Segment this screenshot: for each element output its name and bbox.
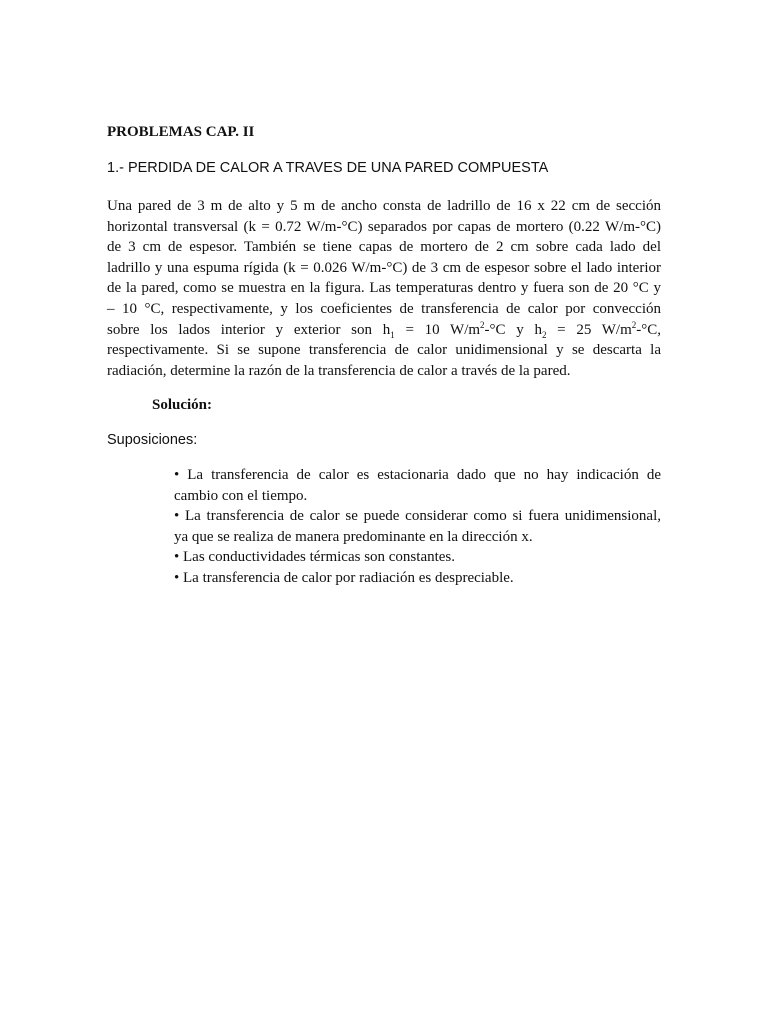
problem-line: ladrillo y una espuma rígida (k = 0.026 W/m-°C) de 3 cm de espesor sobre el lado interior bbox=[107, 259, 661, 276]
list-item-line: • La transferencia de calor es estacionaria dado que no hay indicación de bbox=[174, 467, 661, 483]
list-item-line: • Las conductividades térmicas son constantes. bbox=[174, 549, 456, 566]
list-item-line: • La transferencia de calor se puede considerar como si fuera unidimensional, bbox=[174, 508, 661, 525]
line-text: -°C y h bbox=[484, 321, 542, 338]
chapter-heading: PROBLEMAS CAP. II bbox=[107, 124, 255, 140]
problem-title: 1.- PERDIDA DE CALOR A TRAVES DE UNA PARED COMPUESTA bbox=[107, 160, 549, 176]
list-item bbox=[174, 506, 661, 547]
assumptions-list bbox=[174, 465, 661, 589]
list-item bbox=[174, 465, 661, 506]
problem-line: – 10 °C, respectivamente, y los coeficientes de transferencia de calor por convección bbox=[107, 300, 661, 317]
subscript: 1 bbox=[390, 329, 395, 340]
superscript: 2 bbox=[631, 319, 637, 330]
superscript: 2 bbox=[480, 319, 485, 330]
list-item-line: cambio con el tiempo. bbox=[174, 487, 308, 504]
list-item bbox=[174, 547, 661, 568]
list-item bbox=[174, 568, 661, 589]
problem-line: Una pared de 3 m de alto y 5 m de ancho consta de ladrillo de 16 x 22 cm de sección bbox=[107, 198, 661, 214]
line-text: -°C, bbox=[636, 321, 661, 338]
line-text: sobre los lados interior y exterior son h bbox=[107, 321, 391, 338]
list-item-line: • La transferencia de calor por radiación es despreciable. bbox=[174, 569, 514, 586]
problem-line: radiación, determine la razón de la transferencia de calor a través de la pared. bbox=[107, 362, 571, 379]
problem-line: horizontal transversal (k = 0.72 W/m-°C) separados por capas de mortero (0.22 W/m-°C) bbox=[107, 218, 661, 235]
problem-line: de la pared, como se muestra en la figura. Las temperaturas dentro y fuera son de 20 °C y bbox=[107, 280, 661, 297]
problem-line-coefficients bbox=[107, 320, 661, 341]
line-text: = 25 W/m bbox=[546, 321, 632, 338]
problem-statement bbox=[107, 196, 661, 381]
problem-line: de 3 cm de espesor. También se tiene capas de mortero de 2 cm sobre cada lado del bbox=[107, 239, 661, 256]
list-item-line: ya que se realiza de manera predominante en la dirección x. bbox=[174, 528, 533, 545]
subscript: 2 bbox=[541, 329, 547, 340]
problem-line: respectivamente. Si se supone transferencia de calor unidimensional y se descarta la bbox=[107, 342, 661, 359]
line-text: = 10 W/m bbox=[394, 321, 481, 338]
solution-label: Solución: bbox=[152, 397, 213, 413]
assumptions-label: Suposiciones: bbox=[107, 432, 198, 448]
